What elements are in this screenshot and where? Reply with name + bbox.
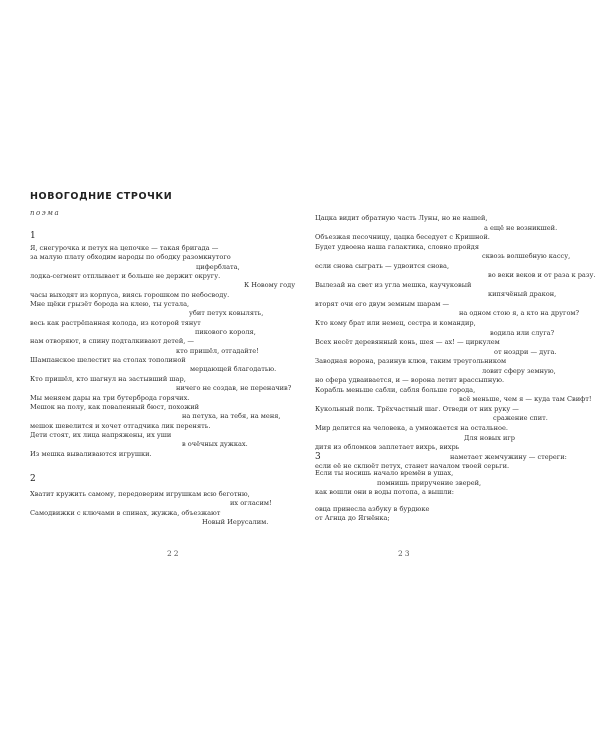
poem-line: Объезжая песочницу, цацка беседует с Кришной. bbox=[315, 233, 490, 242]
poem-line: ловит сферу земную, bbox=[482, 366, 556, 375]
continued-section-1-text bbox=[300, 214, 600, 472]
stanza-break bbox=[300, 498, 600, 505]
poem-line: вторят очи его двум земным шарам — bbox=[315, 299, 450, 308]
poem-line: Вылезай на свет из угла мешка, каучуковый bbox=[315, 280, 472, 289]
poem-line: Я, снегурочка и петух на цепочке — такая бригада — bbox=[30, 244, 219, 252]
poem-line: часы выходят из корпуса, виясь горошком по небосводу. bbox=[30, 290, 230, 299]
poem-line: сквозь волшебную кассу, bbox=[482, 252, 571, 261]
poem-line: кипячёный дракон, bbox=[488, 290, 557, 299]
section-number-3: 3 bbox=[315, 452, 321, 462]
poem-line: сражение спит. bbox=[493, 414, 548, 423]
poem-line: а ещё не возникшей. bbox=[484, 223, 558, 232]
poem-line: Шампанское шелестит на столах тополиной bbox=[30, 356, 186, 365]
poem-line: Самодвижки с ключами в спинах, жужжа, объезжают bbox=[30, 508, 221, 517]
poem-line: лодка-сегмент отплывает и больше не держит округу. bbox=[30, 272, 221, 281]
poem-line: мерцающей благодатью. bbox=[190, 365, 277, 374]
poem-line: Кто пришёл, кто шагнул на застывший шар, bbox=[30, 374, 186, 383]
poem-line: на петуха, на тебя, на меня, bbox=[182, 412, 281, 421]
poem-line: К Новому году bbox=[244, 281, 296, 290]
poem-line: Из мешка вываливаются игрушки. bbox=[30, 449, 152, 458]
poem-line: овца принесла азбуку в бурдюке bbox=[315, 504, 430, 513]
poem-line: Кукольный полк. Трёхчастный шаг. Отведи от них руку — bbox=[315, 404, 519, 413]
poem-line: мешок шевелится и хочет отгадчика лик перенять. bbox=[30, 421, 211, 430]
poem-line: их оглаcим! bbox=[230, 499, 272, 508]
poem-line: ничего не создав, не переначив? bbox=[176, 384, 292, 393]
poem-line: весь как растрёпанная колода, из которой тянут bbox=[30, 318, 201, 327]
poem-line: Корабль меньше сабли, сабля больше города, bbox=[315, 385, 476, 394]
poem-line: Мы меняем дары на три бутерброда горячих. bbox=[30, 393, 190, 402]
section-3-text bbox=[300, 469, 600, 524]
poem-line: Будет удвоена наша галактика, словно пройдя bbox=[315, 242, 479, 251]
poem-line: за малую плату обходим народы по ободку разомкнутого bbox=[30, 253, 231, 262]
poem-line: Всех несёт деревянный конь, шея — ах! — циркулем bbox=[315, 338, 500, 347]
poem-title: НОВОГОДНИЕ СТРОЧКИ bbox=[30, 191, 173, 202]
poem-line: на одном стою я, а кто на другом? bbox=[459, 309, 580, 318]
poem-line: Новый Иерусалим. bbox=[202, 518, 269, 527]
poem-line: помнишь приручение зверей, bbox=[377, 478, 482, 487]
poem-line: в очёчных дужках. bbox=[182, 440, 248, 449]
poem-line: если её не склюёт петух, станет началом твоей серьги. bbox=[315, 462, 510, 471]
poem-line: Дети стоят, их лица напряжены, их уши bbox=[30, 430, 172, 439]
poem-subtitle: поэма bbox=[30, 209, 61, 217]
poem-line: Хватит кружить самому, передоверим игрушкам всю беготню, bbox=[30, 490, 250, 498]
poem-line: но сфера удваивается, и — ворона летит врассыпную. bbox=[315, 376, 505, 385]
poem-line: водила или слуга? bbox=[490, 328, 555, 337]
section-number-1: 1 bbox=[30, 231, 36, 241]
poem-line: Мир делится на человека, а умножается на остальное. bbox=[315, 424, 509, 433]
poem-line: убит петух ковылять, bbox=[189, 309, 264, 318]
poem-line: пикового короля, bbox=[195, 328, 256, 337]
section-2-text bbox=[0, 490, 300, 527]
page-number-right: 23 bbox=[398, 549, 412, 558]
poem-line: дитя из обломков заплетает вихрь, вихрь bbox=[315, 443, 460, 452]
poem-line: наметает жемчужину — стереги: bbox=[450, 452, 567, 461]
poem-line: Мне щёки грызёт борода на клею, ты устала, bbox=[30, 300, 190, 309]
right-page bbox=[300, 0, 600, 750]
poem-line: Если ты носишь начало времён в ушах, bbox=[315, 469, 454, 477]
page-number-left: 22 bbox=[167, 549, 181, 558]
poem-line: кто пришёл, отгадайте! bbox=[176, 346, 259, 355]
poem-line: как вошли они в воды потопа, а вышли: bbox=[315, 488, 454, 497]
section-number-2: 2 bbox=[30, 474, 36, 484]
poem-line: всё меньше, чем я — куда там Свифт! bbox=[459, 395, 592, 404]
poem-line: во веки веков и от раза к разу. bbox=[488, 271, 596, 280]
section-1-text bbox=[0, 244, 300, 459]
poem-line: нам отворяют, в спину подталкивают детей, — bbox=[30, 337, 195, 346]
poem-line: если снова сыграть — удвоится снова, bbox=[315, 261, 450, 270]
poem-line: от Агнца до Ягнёнка; bbox=[315, 514, 390, 523]
poem-line: Цацка видит обратную часть Луны, но не нашей, bbox=[315, 214, 488, 222]
poem-line: от ноздри — дуга. bbox=[494, 347, 557, 356]
poem-line: Мешок на полу, как поваленный бюст, похожий bbox=[30, 402, 200, 411]
poem-line: Для новых игр bbox=[464, 433, 516, 442]
poem-line: циферблата, bbox=[196, 262, 240, 271]
poem-line: Заводная ворона, разинув клюв, таким треугольником bbox=[315, 357, 507, 366]
poem-line: Кто кому брат или немец, сестра и командир, bbox=[315, 319, 476, 328]
